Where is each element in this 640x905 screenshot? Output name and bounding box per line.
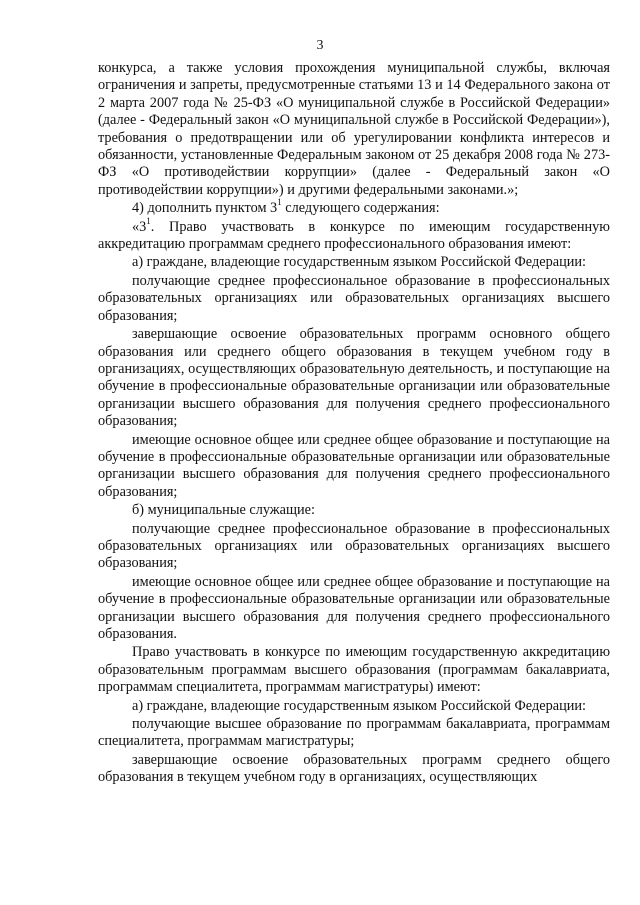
paragraph-point-3-1-num: «3	[132, 218, 147, 235]
paragraph-point-3-1-text: . Право участвовать в конкурсе по имеющим государственную аккредитацию программам среднего профессионального образования имеют:	[98, 218, 610, 253]
superscript: 1	[277, 197, 282, 208]
page-number: 3	[316, 38, 324, 53]
paragraph-completing-programs: завершающие освоение образовательных программ основного общего образования или среднего общего образования в текущем учебном году в организациях, осуществляющих образовательную деятельность, и поступающие на обучение в профессиональные образовательные организации или образовательные организации высшего образования для получения среднего профессионального образования;	[98, 326, 610, 430]
paragraph-item-4-tail: следующего содержания:	[281, 200, 440, 217]
paragraph-higher-education-right: Право участвовать в конкурсе по имеющим государственную аккредитацию образовательным программам высшего образования (программам бакалавриата, программам специалитета, программам магистратуры) имеют:	[98, 644, 610, 696]
paragraph-receiving-spo: получающие среднее профессиональное образование в профессиональных образовательных организациях или образовательных организациях высшего образования;	[98, 272, 610, 324]
paragraph-having-general-education: имеющие основное общее или среднее общее образование и поступающие на обучение в профессиональные образовательные организации или образовательные организации высшего образования для получения среднего профессионального образования;	[98, 431, 610, 500]
paragraph-item-4-text: 4) дополнить пунктом 3	[132, 200, 278, 217]
paragraph-item-4	[98, 197, 610, 217]
paragraph-point-3-1	[98, 215, 610, 254]
paragraph-receiving-higher: получающие высшее образование по программам бакалавриата, программам специалитета, программам магистратуры;	[98, 716, 610, 750]
paragraph-subitem-a-higher: а) граждане, владеющие государственным языком Российской Федерации:	[132, 697, 586, 714]
paragraph-servants-receiving-spo: получающие среднее профессиональное образование в профессиональных образовательных организациях или образовательных организациях высшего образования;	[98, 520, 610, 572]
document-body	[98, 60, 610, 787]
paragraph-completing-secondary: завершающие освоение образовательных программ среднего общего образования в текущем учебном году в организациях, осуществляющих	[98, 751, 610, 786]
paragraph-subitem-b: б) муниципальные служащие:	[132, 502, 316, 519]
paragraph-subitem-a: а) граждане, владеющие государственным языком Российской Федерации:	[132, 254, 586, 271]
paragraph-servants-having-education: имеющие основное общее или среднее общее образование и поступающие на обучение в профессиональные образовательные организации или образовательные организации высшего образования для получения среднего профессионального образования.	[98, 573, 610, 642]
superscript: 1	[146, 215, 151, 226]
paragraph-closing-amendment: конкурса, а также условия прохождения муниципальной службы, включая ограничения и запреты, предусмотренные статьями 13 и 14 Федерального закона от 2 марта 2007 года № 25-ФЗ «О муниципальной службе в Российской Федерации» (далее - Федеральный закон «О муниципальной службе в Российской Федерации»), требования о предотвращении или об урегулировании конфликта интересов и обязанности, установленные Федеральным законом от 25 декабря 2008 года № 273-ФЗ «О противодействии коррупции» (далее - Федеральный закон «О противодействии коррупции») и другими федеральными законами.»;	[98, 60, 610, 198]
